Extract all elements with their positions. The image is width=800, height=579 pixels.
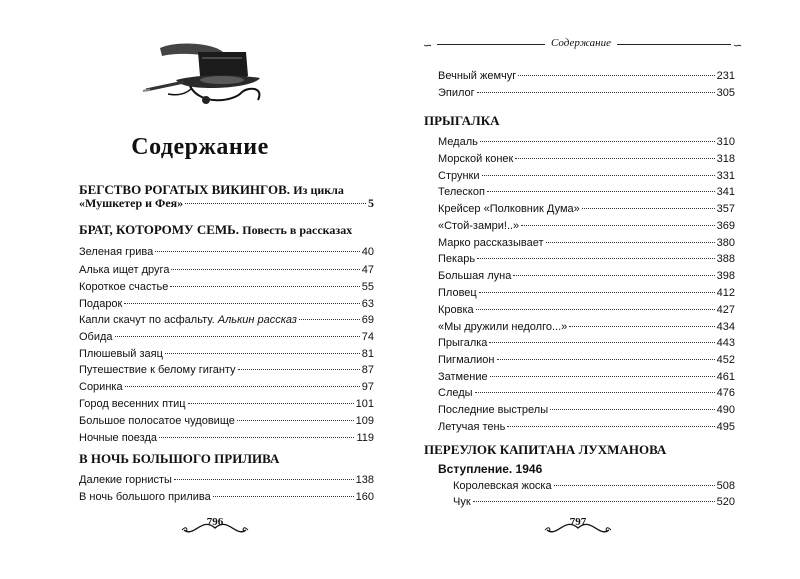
toc-entry-page: 412: [716, 287, 735, 299]
toc-entry-page: 331: [716, 170, 735, 182]
dot-leader: [237, 420, 354, 421]
toc-entry-title: Телескоп: [438, 186, 485, 198]
dot-leader: [489, 342, 714, 343]
toc-entry-page: 388: [716, 253, 735, 265]
toc-entry-title: Медаль: [438, 136, 478, 148]
toc-entry-title: Обида: [79, 331, 113, 343]
toc-entry[interactable]: [438, 87, 735, 99]
toc-entry-title: Крейсер «Полковник Дума»: [438, 203, 580, 215]
toc-entry-page: 63: [361, 298, 374, 310]
toc-entry[interactable]: [453, 480, 735, 492]
toc-entry[interactable]: [438, 237, 735, 249]
toc-entry[interactable]: [438, 270, 735, 282]
page-number-left: [180, 508, 250, 538]
running-head-rule: [617, 44, 731, 45]
toc-entry-title: Чук: [453, 496, 471, 508]
toc-entry-title: Эпилог: [438, 87, 475, 99]
dot-leader: [477, 258, 715, 259]
dot-leader: [490, 376, 715, 377]
dot-leader: [124, 303, 359, 304]
toc-entry[interactable]: [79, 415, 374, 427]
dot-leader: [213, 496, 354, 497]
running-head: [423, 36, 745, 50]
dot-leader: [125, 386, 360, 387]
ornament-right-icon: ∽: [733, 40, 743, 52]
running-head-label: Содержание: [551, 37, 612, 49]
toc-entry-title: Большая луна: [438, 270, 512, 282]
toc-entry[interactable]: [79, 314, 374, 326]
dot-leader: [115, 336, 360, 337]
toc-entry-page: 461: [716, 371, 735, 383]
toc-entry-title: Марко рассказывает: [438, 237, 544, 249]
dot-leader: [155, 251, 360, 252]
toc-entry-title: Далекие горнисты: [79, 474, 172, 486]
toc-entry-page: 452: [716, 354, 735, 366]
toc-entry-page: 69: [361, 314, 374, 326]
toc-entry[interactable]: [438, 304, 735, 316]
toc-entry-page: 434: [716, 321, 735, 333]
toc-entry[interactable]: [438, 153, 735, 165]
toc-entry-page: 5: [368, 196, 374, 210]
toc-entry-title: Ночные поезда: [79, 432, 157, 444]
dot-leader: [546, 242, 715, 243]
toc-entry-page: 380: [716, 237, 735, 249]
section-heading-text: БЕГСТВО РОГАТЫХ ВИКИНГОВ.: [79, 182, 291, 197]
toc-entry-page: 520: [716, 496, 735, 508]
toc-entry-title: Подарок: [79, 298, 123, 310]
toc-entry[interactable]: [79, 348, 374, 360]
toc-entry[interactable]: [438, 186, 735, 198]
section-heading-sub: Повесть в рассказах: [242, 223, 353, 237]
dot-leader: [487, 191, 715, 192]
dot-leader: [482, 175, 715, 176]
section-heading[interactable]: [79, 451, 279, 467]
toc-entry-page: 357: [716, 203, 735, 215]
toc-entry[interactable]: [79, 298, 374, 310]
toc-entry-page: 74: [361, 331, 374, 343]
toc-entry-page: 341: [716, 186, 735, 198]
dot-leader: [582, 208, 715, 209]
toc-entry-page: 476: [716, 387, 735, 399]
toc-entry[interactable]: [438, 70, 735, 82]
toc-entry-title: «Стой-замри!..»: [438, 220, 520, 232]
toc-entry-title: Пекарь: [438, 253, 476, 265]
toc-entry-title: Путешествие к белому гиганту: [79, 364, 236, 376]
section-heading-sub: Из цикла: [293, 183, 344, 197]
toc-entry-title: «Мы дружили недолго...»: [438, 321, 568, 333]
toc-entry[interactable]: [438, 287, 735, 299]
dot-leader: [188, 403, 354, 404]
toc-entry[interactable]: [438, 253, 735, 265]
toc-entry[interactable]: [438, 421, 735, 433]
toc-entry-title: Следы: [438, 387, 473, 399]
dot-leader: [185, 203, 366, 204]
toc-entry-page: 495: [716, 421, 735, 433]
toc-entry-page: 101: [355, 398, 374, 410]
toc-entry-title: Последние выстрелы: [438, 404, 549, 416]
section-heading-text: В НОЧЬ БОЛЬШОГО ПРИЛИВА: [79, 451, 280, 466]
toc-entry[interactable]: [79, 474, 374, 486]
section-heading[interactable]: [424, 113, 500, 129]
toc-entry-title: Струнки: [438, 170, 480, 182]
toc-entry-page: 109: [355, 415, 374, 427]
toc-entry-page: 97: [361, 381, 374, 393]
dot-leader: [170, 286, 359, 287]
dot-leader: [299, 319, 360, 320]
toc-entry[interactable]: [438, 371, 735, 383]
dot-leader: [165, 353, 360, 354]
toc-entry[interactable]: [79, 196, 374, 211]
dot-leader: [174, 479, 354, 480]
toc-entry-page: 47: [361, 264, 374, 276]
toc-entry-title: Пловец: [438, 287, 477, 299]
toc-entry-page: 55: [361, 281, 374, 293]
toc-entry-page: 305: [716, 87, 735, 99]
subsection-heading: Вступление. 1946: [438, 462, 543, 476]
toc-entry[interactable]: [438, 321, 735, 333]
toc-entry-title: Алька ищет друга: [79, 264, 170, 276]
toc-entry-title: Короткое счастье: [79, 281, 169, 293]
hat-illustration: [138, 40, 268, 120]
toc-entry[interactable]: [79, 264, 374, 276]
toc-entry[interactable]: [438, 203, 735, 215]
toc-entry-page: 490: [716, 404, 735, 416]
toc-entry-page: 310: [716, 136, 735, 148]
dot-leader: [554, 485, 715, 486]
toc-entry-page: 138: [355, 474, 374, 486]
toc-entry-page: 369: [716, 220, 735, 232]
running-head-rule: [437, 44, 545, 45]
dot-leader: [477, 92, 715, 93]
toc-entry-title: Пигмалион: [438, 354, 495, 366]
toc-entry[interactable]: [438, 170, 735, 182]
dot-leader: [171, 269, 359, 270]
toc-entry[interactable]: [438, 337, 735, 349]
dot-leader: [479, 292, 715, 293]
toc-entry-title: Капли скачут по асфальту.: [79, 314, 215, 326]
toc-entry[interactable]: [438, 220, 735, 232]
dot-leader: [476, 309, 715, 310]
toc-entry-page: 398: [716, 270, 735, 282]
page-number: 796: [206, 516, 224, 528]
page-number: 797: [569, 516, 587, 528]
toc-entry-title: В ночь большого прилива: [79, 491, 211, 503]
toc-entry-title: Город весенних птиц: [79, 398, 186, 410]
dot-leader: [473, 501, 715, 502]
dot-leader: [513, 275, 714, 276]
toc-entry[interactable]: [79, 381, 374, 393]
toc-entry-title: Вечный жемчуг: [438, 70, 517, 82]
dot-leader: [480, 141, 715, 142]
toc-entry[interactable]: [79, 246, 374, 258]
toc-entry-title: Соринка: [79, 381, 123, 393]
section-heading-text: ПЕРЕУЛОК КАПИТАНА ЛУХМАНОВА: [424, 442, 667, 457]
section-heading-text: БРАТ, КОТОРОМУ СЕМЬ.: [79, 222, 240, 237]
dot-leader: [569, 326, 714, 327]
toc-entry-title: Королевская жоска: [453, 480, 552, 492]
dot-leader: [550, 409, 715, 410]
dot-leader: [159, 437, 354, 438]
toc-entry-title: Морской конек: [438, 153, 514, 165]
toc-entry-title: Плюшевый заяц: [79, 348, 163, 360]
toc-entry[interactable]: [438, 136, 735, 148]
toc-entry-page: 40: [361, 246, 374, 258]
toc-entry[interactable]: [438, 404, 735, 416]
dot-leader: [475, 392, 715, 393]
dot-leader: [518, 75, 714, 76]
toc-entry-page: 427: [716, 304, 735, 316]
toc-entry-title: Зеленая грива: [79, 246, 154, 258]
toc-entry-subtitle: Алькин рассказ: [217, 314, 297, 326]
toc-entry-page: 231: [716, 70, 735, 82]
toc-entry-title: Затмение: [438, 371, 488, 383]
dot-leader: [521, 225, 714, 226]
section-heading-text: ПРЫГАЛКА: [424, 113, 500, 128]
toc-entry[interactable]: [453, 496, 735, 508]
page-number-right: [543, 508, 613, 538]
toc-entry-title: Прыгалка: [438, 337, 488, 349]
toc-entry-page: 318: [716, 153, 735, 165]
toc-entry-page: 87: [361, 364, 374, 376]
toc-entry-title: «Мушкетер и Фея»: [79, 196, 184, 210]
toc-entry-title: Большое полосатое чудовище: [79, 415, 235, 427]
toc-entry[interactable]: [79, 432, 374, 444]
section-heading[interactable]: [79, 222, 352, 238]
toc-entry[interactable]: [79, 331, 374, 343]
section-heading[interactable]: [424, 442, 666, 458]
toc-entry[interactable]: [79, 364, 374, 376]
toc-entry[interactable]: [79, 281, 374, 293]
dot-leader: [238, 369, 360, 370]
page-title: Содержание: [131, 134, 269, 160]
dot-leader: [497, 359, 715, 360]
toc-entry[interactable]: [438, 354, 735, 366]
toc-entry-title: Летучая тень: [438, 421, 506, 433]
toc-entry-page: 81: [361, 348, 374, 360]
dot-leader: [515, 158, 714, 159]
ornament-left-icon: ∽: [423, 40, 433, 52]
toc-entry-page: 508: [716, 480, 735, 492]
toc-entry[interactable]: [438, 387, 735, 399]
toc-entry[interactable]: [79, 398, 374, 410]
toc-entry-page: 443: [716, 337, 735, 349]
toc-entry-page: 160: [355, 491, 374, 503]
toc-entry-page: 119: [356, 432, 374, 444]
toc-entry-title: Кровка: [438, 304, 474, 316]
toc-entry[interactable]: [79, 491, 374, 503]
dot-leader: [507, 426, 714, 427]
